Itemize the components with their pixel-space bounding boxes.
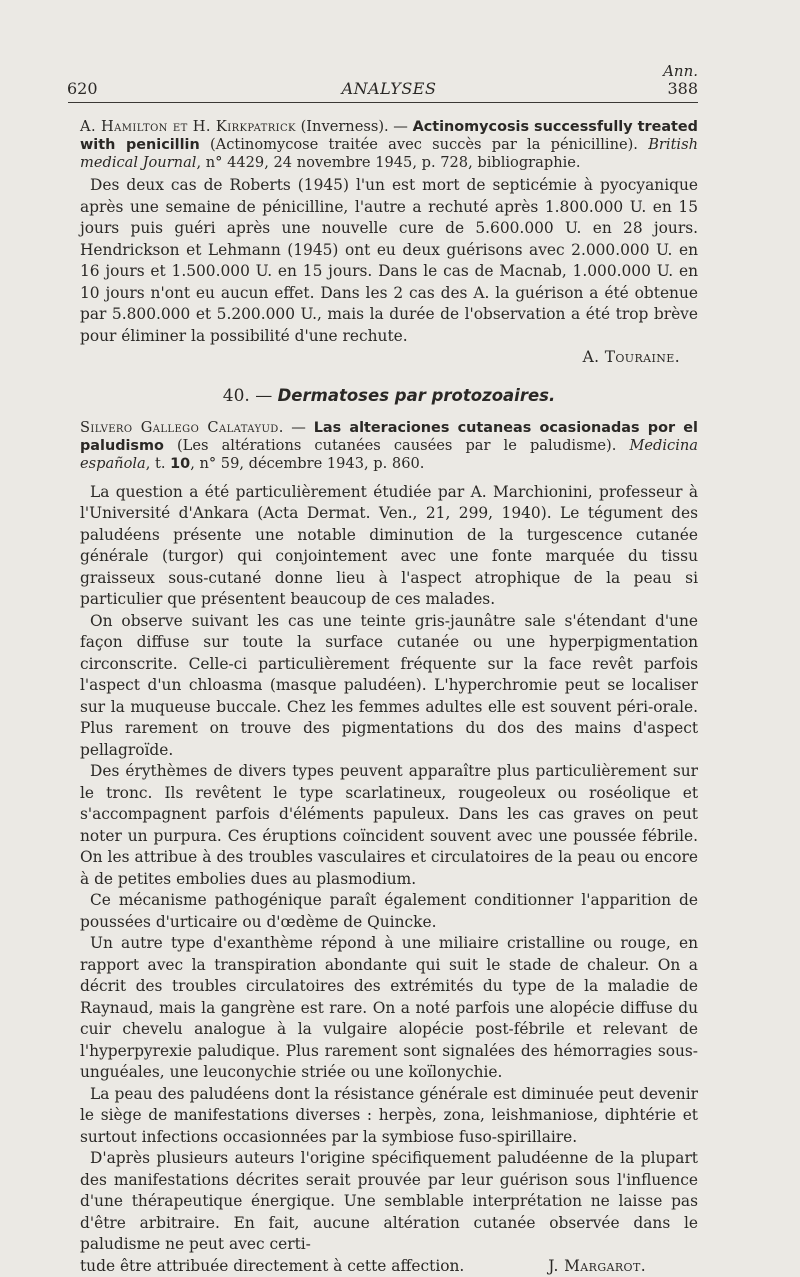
article-paragraph: La peau des paludéens dont la résistance générale est diminuée peut devenir le siège de manifestations diverses : herpès, zona, leishmaniose, diphtérie et surtout infections occasionnées par la symbiose fuso-spirillaire. bbox=[80, 1084, 698, 1149]
citation-translation: (Les altérations cutanées causées par le paludisme). bbox=[164, 437, 630, 454]
citation-volume: 10 bbox=[170, 456, 190, 472]
volume-number: 388 bbox=[667, 79, 698, 98]
citation-separator: . — bbox=[279, 419, 314, 436]
citation-title: Actinomycosis successfully treated with penicillin bbox=[80, 119, 698, 153]
signature: J. Margarot. bbox=[548, 1256, 646, 1277]
citation-place: (Inverness). — bbox=[296, 118, 413, 135]
section-heading bbox=[80, 386, 698, 406]
closing-line bbox=[80, 1256, 698, 1277]
article-paragraph: Un autre type d'exanthème répond à une miliaire cristalline ou rouge, en rapport avec la transpiration abondante qui suit le stade de chaleur. On a décrit des troubles circulatoires des extrémités du type de la maladie de Raynaud, mais la gangrène est rare. On a noté parfois une alopécie diffuse du cuir chevelu analogue à la vulgaire alopécie post-fébrile et relevant de l'hyperpyrexie paludique. Plus rarement sont signalées des hémorragies sous-unguéales, une leuconychie striée ou une koïlonychie. bbox=[80, 933, 698, 1084]
section-title: Dermatoses par protozoaires. bbox=[278, 386, 556, 405]
journal-abbrev: Ann. bbox=[663, 62, 698, 80]
article-paragraph: Ce mécanisme pathogénique paraît également conditionner l'apparition de poussées d'urticaire ou d'œdème de Quincke. bbox=[80, 890, 698, 933]
section-dash: — bbox=[250, 386, 278, 406]
citation-title: Las alteraciones cutaneas ocasionadas por el paludismo bbox=[80, 420, 698, 454]
citation-details: , t. bbox=[146, 455, 170, 472]
page-body bbox=[80, 118, 698, 1277]
article-paragraph: Des deux cas de Roberts (1945) l'un est mort de septicémie à pyocyanique après une semaine de pénicilline, l'autre a rechuté après 1.800.000 U. en 15 jours puis guéri après une nouvelle cure de 5.600.000 U. en 28 jours. Hendrickson et Lehmann (1945) ont eu deux guérisons avec 2.000.000 U. en 16 jours et 1.500.000 U. en 15 jours. Dans le cas de Macnab, 1.000.000 U. en 10 jours n'ont eu aucun effet. Dans les 2 cas des A. la guérison a été obtenue par 5.800.000 et 5.200.000 U., mais la durée de l'observation a été trop brève pour éliminer la possibilité d'une rechute. bbox=[80, 175, 698, 347]
article-paragraph: Des érythèmes de divers types peuvent apparaître plus particulièrement sur le tronc. Ils revêtent le type scarlatineux, rougeoleux ou roséolique et s'accompagnent parfois d'éléments papuleux. Dans les cas graves on peut noter un purpura. Ces éruptions coïncident souvent avec une poussée fébrile. On les attribue à des troubles vasculaires et circulatoires de la peau ou encore à de petites embolies dues au plasmodium. bbox=[80, 761, 698, 890]
page-number: 620 bbox=[67, 79, 98, 98]
citation-authors: Silvero Gallego Calatayud bbox=[80, 419, 279, 436]
citation-details: , n° 4429, 24 novembre 1945, p. 728, bibliographie. bbox=[196, 154, 580, 171]
running-title: ANALYSES bbox=[80, 79, 698, 98]
citation-journal: British medical Journal bbox=[80, 136, 698, 171]
article-paragraph: La question a été particulièrement étudiée par A. Marchionini, professeur à l'Université d'Ankara (Acta Dermat. Ven., 21, 299, 1940). Le tégument des paludéens présente une notable diminution de la turgescence cutanée générale (turgor) qui conjointement avec une fonte marquée du tissu graisseux sous-cutané donne lieu à l'aspect atrophique de la peau si particulier que présentent beaucoup de ces malades. bbox=[80, 482, 698, 611]
article-citation bbox=[80, 118, 698, 171]
header-rule bbox=[68, 102, 698, 103]
citation-journal: Medicina española bbox=[80, 437, 698, 472]
signature: A. Touraine. bbox=[80, 347, 680, 369]
section-number: 40. bbox=[223, 386, 250, 406]
closing-text: tude être attribuée directement à cette affection. bbox=[80, 1256, 464, 1277]
citation-authors: A. Hamilton et H. Kirkpatrick bbox=[80, 118, 296, 135]
article-citation bbox=[80, 419, 698, 473]
article-paragraph: On observe suivant les cas une teinte gris-jaunâtre sale s'étendant d'une façon diffuse sur toute la surface cutanée ou une hyperpigmentation circonscrite. Celle-ci particulièrement fréquente sur la face revêt parfois l'aspect d'un chloasma (masque paludéen). L'hyperchromie peut se localiser sur la muqueuse buccale. Chez les femmes adultes elle est souvent péri-orale. Plus rarement on trouve des pigmentations du dos des mains d'aspect pellagroïde. bbox=[80, 611, 698, 762]
running-header bbox=[80, 62, 698, 98]
citation-details: , n° 59, décembre 1943, p. 860. bbox=[190, 455, 424, 472]
article-paragraph: D'après plusieurs auteurs l'origine spécifiquement paludéenne de la plupart des manifestations décrites serait prouvée par leur guérison sous l'influence d'une thérapeutique énergique. Une semblable interprétation ne laisse pas d'être arbitraire. En fait, aucune altération cutanée observée dans le paludisme ne peut avec certi- bbox=[80, 1148, 698, 1256]
citation-translation: (Actinomycose traitée avec succès par la pénicilline). bbox=[200, 136, 648, 153]
